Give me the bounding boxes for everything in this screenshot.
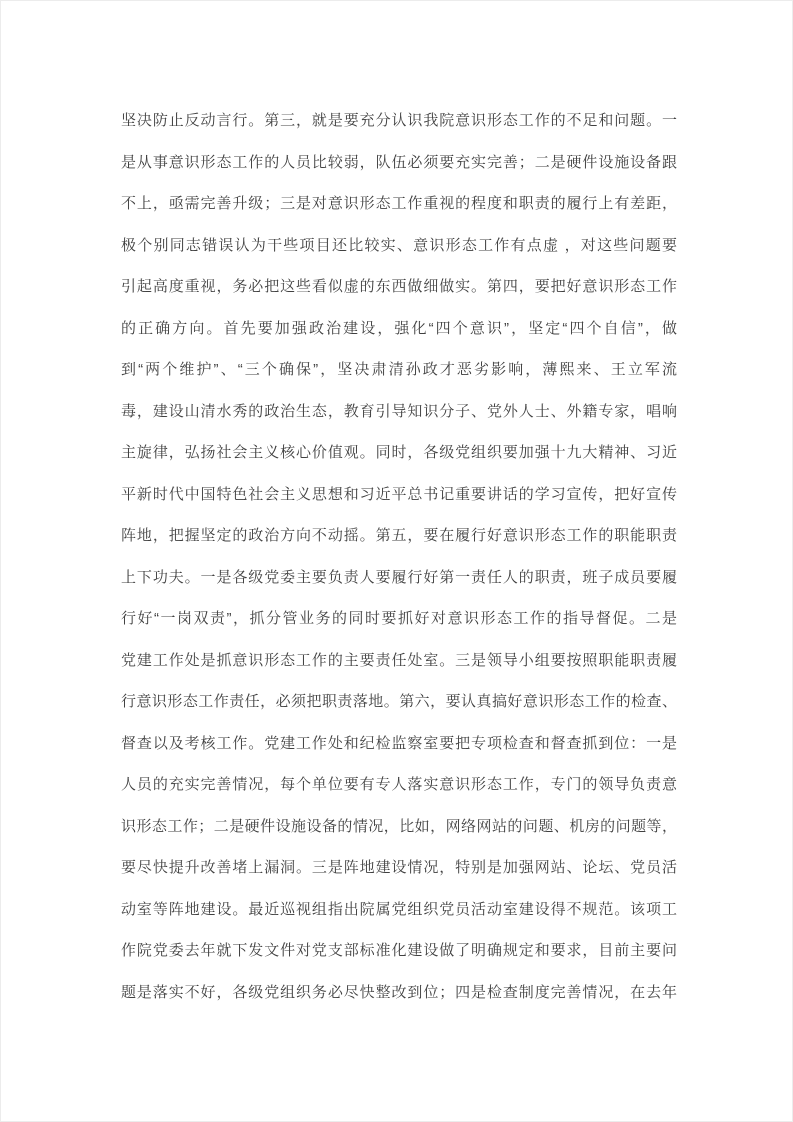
text-line: 动室等阵地建设。最近巡视组指出院属党组织党员活动室建设得不规范。该项工 xyxy=(121,900,677,918)
text-line: 人员的充实完善情况，每个单位要有专人落实意识形态工作，专门的领导负责意 xyxy=(121,776,677,793)
text-line: 是从事意识形态工作的人员比较弱，队伍必须要充实完善；二是硬件设施设备跟 xyxy=(121,153,677,171)
text-line: 督查以及考核工作。党建工作处和纪检监察室要把专项检查和督查抓到位：一是 xyxy=(121,734,677,752)
text-line: 不上，亟需完善升级；三是对意识形态工作重视的程度和职责的履行上有差距， xyxy=(121,195,677,212)
text-line: 行好“一岗双责”，抓分管业务的同时要抓好对意识形态工作的指导督促。二是 xyxy=(121,610,677,627)
text-line: 识形态工作；二是硬件设施设备的情况，比如，网络网站的问题、机房的问题等， xyxy=(121,817,677,835)
text-line: 平新时代中国特色社会主义思想和习近平总书记重要讲话的学习宣传，把好宣传 xyxy=(121,485,677,503)
text-line: 党建工作处是抓意识形态工作的主要责任处室。三是领导小组要按照职能职责履 xyxy=(121,651,677,669)
text-line: 主旋律，弘扬社会主义核心价值观。同时，各级党组织要加强十九大精神、习近 xyxy=(121,444,677,461)
text-line: 行意识形态工作责任，必须把职责落地。第六，要认真搞好意识形态工作的检查、 xyxy=(121,693,677,710)
text-line: 的正确方向。首先要加强政治建设，强化“四个意识”，坚定“四个自信”，做 xyxy=(121,319,677,337)
text-line: 引起高度重视，务必把这些看似虚的东西做细做实。第四，要把好意识形态工作 xyxy=(121,278,677,295)
text-line: 上下功夫。一是各级党委主要负责人要履行好第一责任人的职责，班子成员要履 xyxy=(121,568,677,586)
text-line: 作院党委去年就下发文件对党支部标准化建设做了明确规定和要求，目前主要问 xyxy=(121,942,677,959)
text-line: 坚决防止反动言行。第三，就是要充分认识我院意识形态工作的不足和问题。一 xyxy=(121,112,677,129)
text-line: 阵地，把握坚定的政治方向不动摇。第五，要在履行好意识形态工作的职能职责 xyxy=(121,527,677,544)
text-line: 要尽快提升改善堵上漏洞。三是阵地建设情况，特别是加强网站、论坛、党员活 xyxy=(121,859,677,876)
document-paragraph xyxy=(121,100,677,1013)
text-line: 题是落实不好，各级党组织务必尽快整改到位；四是检查制度完善情况，在去年 xyxy=(121,983,677,1001)
text-line: 极个别同志错误认为干些项目还比较实、意识形态工作有点虚 ，对这些问题要 xyxy=(121,236,677,254)
text-line: 到“两个维护”、“三个确保”，坚决肃清孙政才恶劣影响，薄熙来、王立军流 xyxy=(121,361,677,378)
text-line: 毒，建设山清水秀的政治生态，教育引导知识分子、党外人士、外籍专家，唱响 xyxy=(121,402,677,420)
